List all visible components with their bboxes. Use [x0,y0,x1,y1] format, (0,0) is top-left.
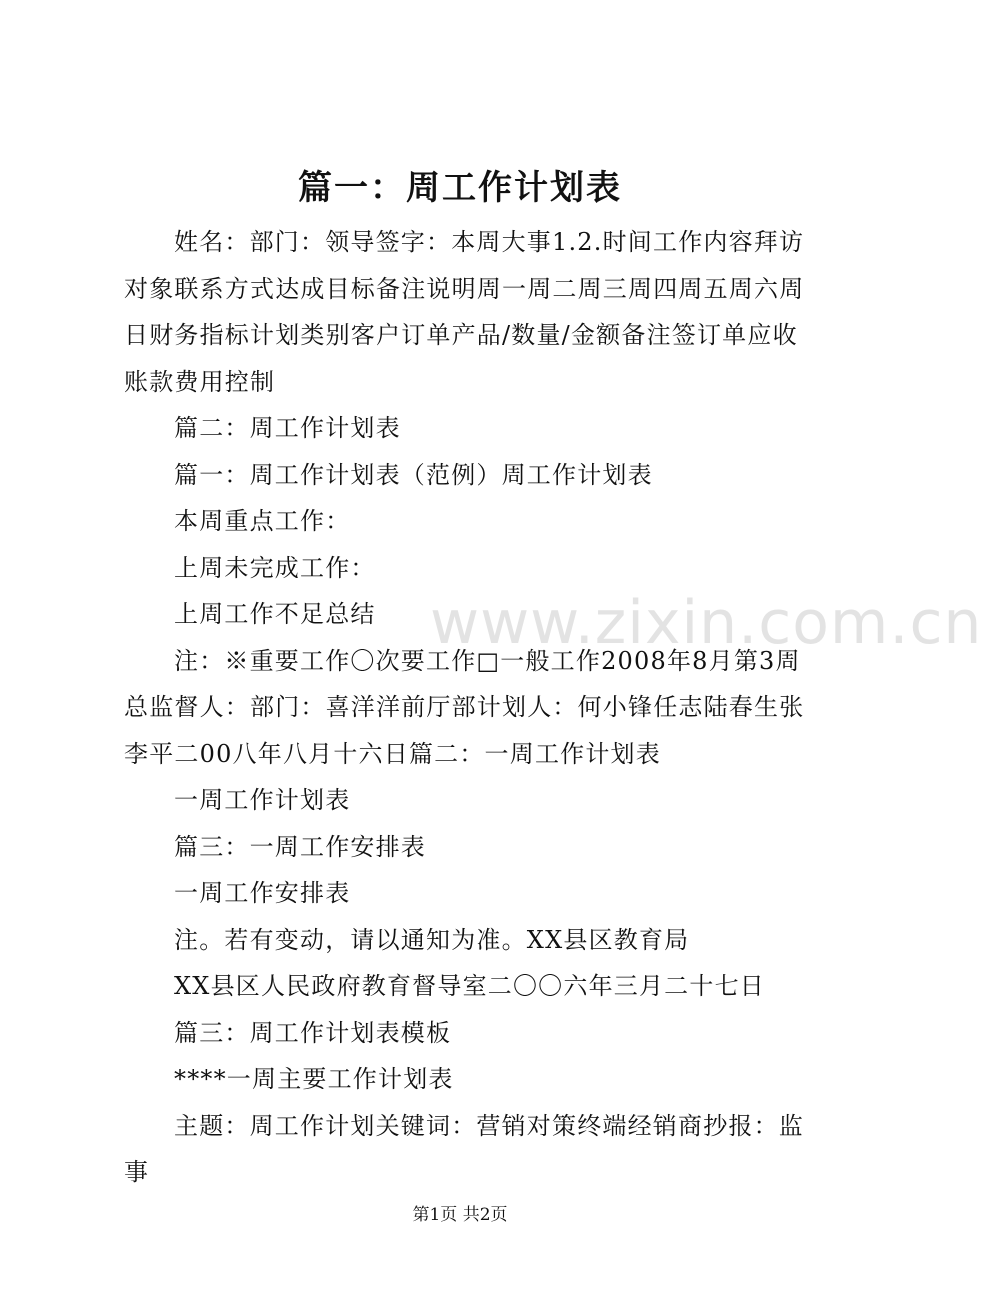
paragraph: ****一周主要工作计划表 [174,1065,454,1093]
document-body [124,219,814,1196]
paragraph: 一周工作计划表 [174,786,351,814]
paragraph: 上周未完成工作： [174,553,376,582]
paragraph: XX县区人民政府教育督导室二〇〇六年三月二十七日 [174,972,765,1000]
paragraph: 注：※重要工作〇次要工作□一般工作2008年8月第3周总监督人：部门：喜洋洋前厅部计划人：何小锋任志陆春生张李平二00八年八月十六日篇二：一周工作计划表 [124,646,805,768]
paragraph: 篇三：周工作计划表模板 [174,1018,452,1047]
paragraph: 主题：周工作计划关键词：营销对策终端经销商抄报：监事 [124,1111,804,1186]
paragraph: 本周重点工作： [174,507,351,535]
paragraph: 篇二：周工作计划表 [174,414,401,442]
paragraph: 一周工作安排表 [174,879,351,907]
paragraph: 姓名：部门：领导签字：本周大事1.2.时间工作内容拜访对象联系方式达成目标备注说明周一周二周三周四周五周六周日财务指标计划类别客户订单产品/数量/金额备注签订单应收账款费用控制 [124,228,805,396]
watermark: www.zixin.com.cn [430,588,982,658]
paragraph: 篇三：一周工作安排表 [174,832,426,861]
paragraph: 上周工作不足总结 [174,600,376,628]
page-footer: 第1页 共2页 [412,1205,508,1225]
paragraph: 注。若有变动，请以通知为准。XX县区教育局 [174,925,690,954]
page-title: 篇一：周工作计划表 [298,168,622,208]
paragraph: 篇一：周工作计划表（范例）周工作计划表 [174,460,653,489]
